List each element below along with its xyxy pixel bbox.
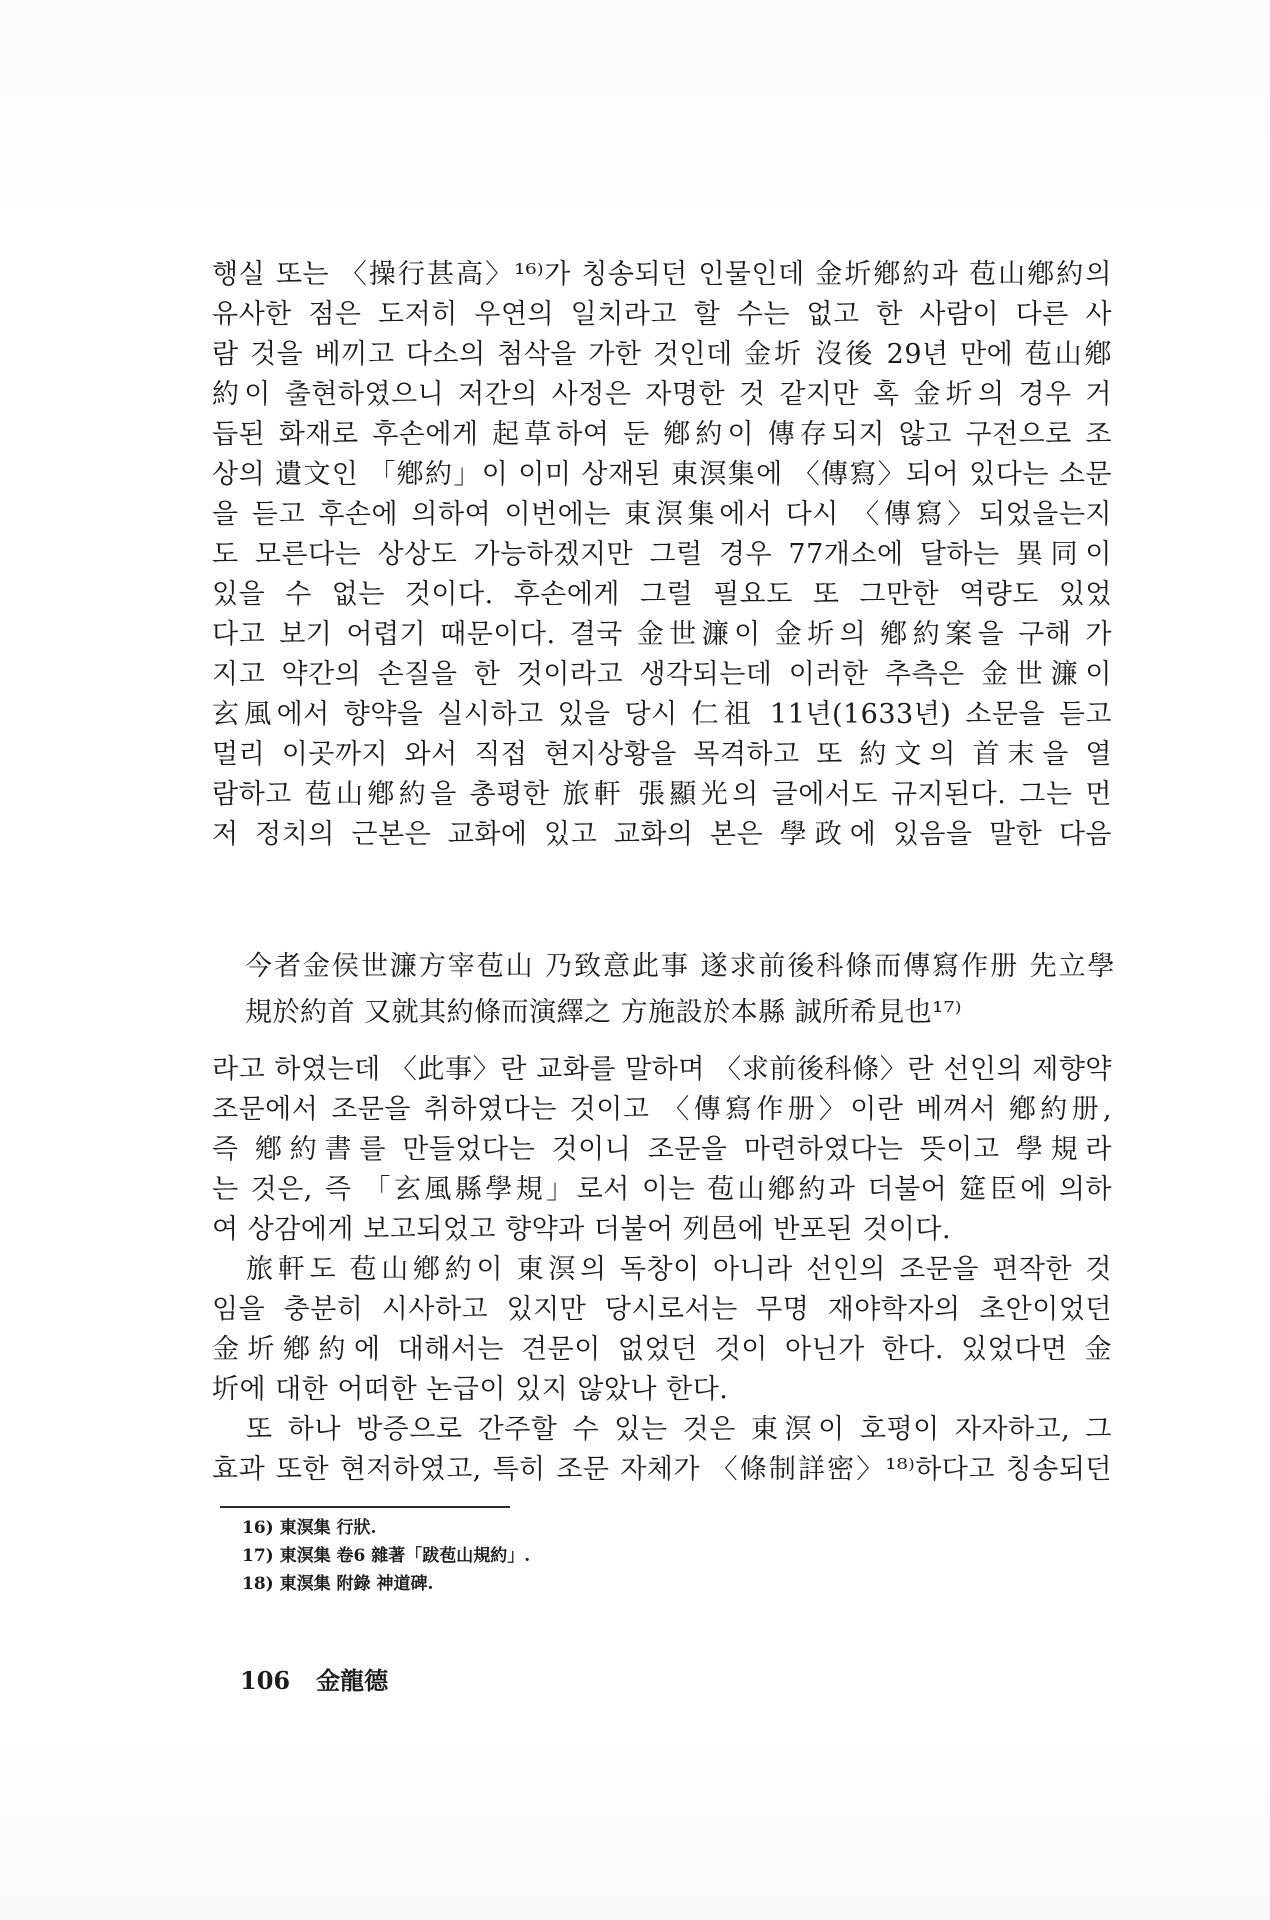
- footnote: 18) 東溟集 附錄 神道碑.: [242, 1574, 434, 1594]
- text-line: 행실 또는 〈操行甚高〉¹⁶⁾가 칭송되던 인물인데 金圻鄕約과 苞山鄕約의: [212, 259, 1112, 290]
- text-line: 을 듣고 후손에 의하여 이번에는 東溟集에서 다시 〈傳寫〉되었을는지: [212, 499, 1112, 530]
- text-line: 라고 하였는데 〈此事〉란 교화를 말하며 〈求前後科條〉란 선인의 제향약: [212, 1054, 1112, 1085]
- text-line: 지고 약간의 손질을 한 것이라고 생각되는데 이러한 추측은 金世濂이: [212, 659, 1112, 690]
- text-line: 임을 충분히 시사하고 있지만 당시로서는 무명 재야학자의 초안이었던: [212, 1294, 1112, 1325]
- quote-line: 今者金侯世濂方宰苞山 乃致意此事 遂求前後科條而傳寫作册 先立學: [245, 951, 1115, 982]
- text-line: 는 것은, 즉 「玄風縣學規」로서 이는 苞山鄕約과 더불어 筵臣에 의하: [212, 1174, 1112, 1205]
- footnote-rule: [220, 1506, 510, 1508]
- text-line: 람하고 苞山鄕約을 총평한 旅軒 張顯光의 글에서도 규지된다. 그는 먼: [212, 779, 1112, 810]
- text-line: 듭된 화재로 후손에게 起草하여 둔 鄕約이 傳存되지 않고 구전으로 조: [212, 419, 1112, 450]
- body-paragraph-2: [212, 1050, 1112, 1490]
- text-line: 다고 보기 어렵기 때문이다. 결국 金世濂이 金圻의 鄕約案을 구해 가: [212, 619, 1112, 650]
- text-line: 조문에서 조문을 취하였다는 것이고 〈傳寫作册〉이란 베껴서 鄕約册,: [212, 1094, 1112, 1125]
- text-line: 람 것을 베끼고 다소의 첨삭을 가한 것인데 金圻 沒後 29년 만에 苞山鄕: [212, 339, 1112, 370]
- text-line: 圻에 대한 어떠한 논급이 있지 않았나 한다.: [212, 1374, 729, 1405]
- block-quote: [245, 944, 1115, 1036]
- text-line: 또 하나 방증으로 간주할 수 있는 것은 東溟이 호평이 자자하고, 그: [246, 1414, 1112, 1445]
- text-line: 있을 수 없는 것이다. 후손에게 그럴 필요도 또 그만한 역량도 있었: [212, 579, 1112, 610]
- text-line: 저 정치의 근본은 교화에 있고 교화의 본은 學政에 있음을 말한 다음: [212, 819, 1112, 850]
- text-line: 約이 출현하였으니 저간의 사정은 자명한 것 같지만 혹 金圻의 경우 거: [212, 379, 1112, 410]
- footnotes: [242, 1514, 530, 1598]
- footnote: 17) 東溟集 卷6 雜著「跋苞山規約」.: [242, 1546, 531, 1566]
- body-paragraph-1: [212, 255, 1112, 855]
- text-line: 상의 遺文인 「鄕約」이 이미 상재된 東溟集에 〈傳寫〉되어 있다는 소문: [212, 459, 1112, 490]
- text-line: 玄風에서 향약을 실시하고 있을 당시 仁祖 11년(1633년) 소문을 듣고: [212, 699, 1112, 730]
- quote-line: 規於約首 又就其約條而演繹之 方施設於本縣 誠所希見也¹⁷⁾: [245, 997, 963, 1028]
- text-line: 즉 鄕約書를 만들었다는 것이니 조문을 마련하였다는 뜻이고 學規라: [212, 1134, 1112, 1165]
- text-line: 旅軒도 苞山鄕約이 東溟의 독창이 아니라 선인의 조문을 편작한 것: [246, 1254, 1112, 1285]
- page-number: 106: [240, 1666, 291, 1695]
- text-line: 도 모른다는 상상도 가능하겠지만 그럴 경우 77개소에 달하는 異同이: [212, 539, 1112, 570]
- text-line: 여 상감에게 보고되었고 향약과 더불어 列邑에 반포된 것이다.: [212, 1214, 952, 1245]
- text-line: 유사한 점은 도저히 우연의 일치라고 할 수는 없고 한 사람이 다른 사: [212, 299, 1112, 330]
- text-line: 金圻鄕約에 대해서는 견문이 없었던 것이 아닌가 한다. 있었다면 金: [212, 1334, 1112, 1365]
- footnote: 16) 東溟集 行狀.: [242, 1518, 377, 1538]
- page-footer: [240, 1661, 388, 1696]
- author-name: 金龍德: [316, 1666, 389, 1695]
- text-line: 멀리 이곳까지 와서 직접 현지상황을 목격하고 또 約文의 首末을 열: [212, 739, 1112, 770]
- text-line: 효과 또한 현저하였고, 특히 조문 자체가 〈條制詳密〉¹⁸⁾하다고 칭송되던: [212, 1454, 1112, 1485]
